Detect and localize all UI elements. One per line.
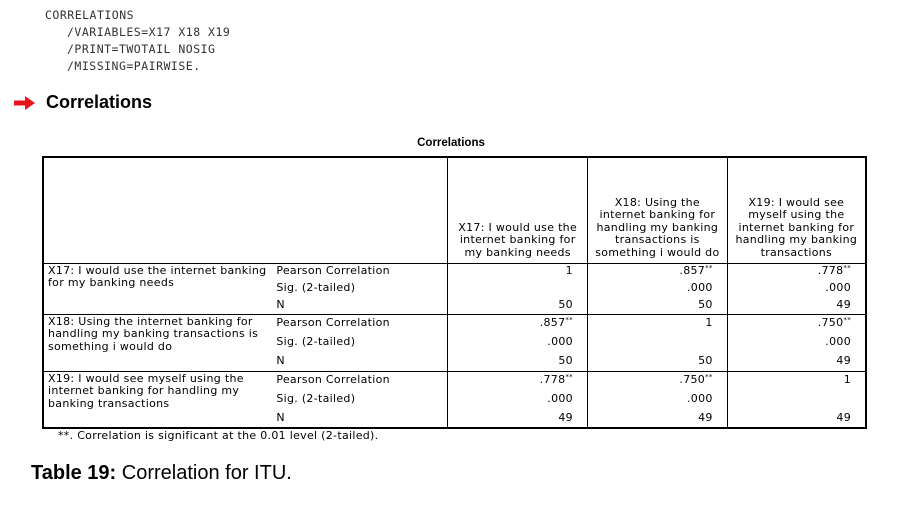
stat-label: Sig. (2-tailed): [276, 281, 356, 295]
table-header-row: [43, 157, 866, 263]
table-footnote: **. Correlation is significant at the 0.01 level (2-tailed).: [58, 429, 379, 442]
syntax-block: [45, 7, 230, 75]
table-cell: .000: [448, 389, 588, 410]
row-label: X19: I would see myself using the internet banking for handling my banking transactions: [43, 371, 272, 428]
syntax-line: /PRINT=TWOTAIL NOSIG: [67, 42, 216, 56]
table-cell: .000: [727, 280, 866, 297]
table-cell: .750**: [727, 314, 866, 332]
row-label: X18: Using the internet banking for handling my banking transactions is something i would do: [43, 314, 272, 371]
table-cell: 1: [587, 314, 727, 332]
table-cell: 49: [448, 410, 588, 428]
table-cell: 50: [587, 353, 727, 371]
syntax-line: /MISSING=PAIRWISE.: [67, 59, 201, 73]
column-header: X18: Using the internet banking for handling my banking transactions is something i would do: [587, 157, 727, 263]
table-cell: [587, 332, 727, 353]
table-cell: .857**: [587, 263, 727, 280]
header-corner: [43, 157, 448, 263]
column-header: X19: I would see myself using the internet banking for handling my banking transactions: [727, 157, 866, 263]
heading-title: Correlations: [46, 92, 153, 112]
table-cell: 1: [727, 371, 866, 389]
stat-label: Sig. (2-tailed): [276, 335, 356, 349]
table-row: [43, 314, 866, 332]
table-cell: .778**: [727, 263, 866, 280]
table-cell: 50: [448, 297, 588, 314]
stat-label: Sig. (2-tailed): [276, 392, 356, 406]
stat-label: Pearson Correlation: [272, 263, 448, 280]
table-cell: 50: [587, 297, 727, 314]
table-cell: .000: [448, 332, 588, 353]
table-cell: 50: [448, 353, 588, 371]
correlations-table: [42, 156, 867, 429]
table-cell: 49: [587, 410, 727, 428]
table-cell: .000: [587, 389, 727, 410]
stat-label: N: [276, 354, 285, 368]
table-title: Correlations: [417, 137, 485, 149]
stat-label: N: [276, 411, 285, 425]
output-heading: [14, 92, 152, 113]
stat-label: Pearson Correlation: [272, 314, 448, 332]
table-cell: 49: [727, 297, 866, 314]
row-label: X17: I would use the internet banking for my banking needs: [43, 263, 272, 314]
table-cell: 1: [448, 263, 588, 280]
red-arrow-icon: [14, 96, 36, 110]
table-cell: 49: [727, 410, 866, 428]
stat-label: N: [276, 297, 285, 311]
table-cell: .750**: [587, 371, 727, 389]
table-row: [43, 371, 866, 389]
syntax-line: CORRELATIONS: [45, 8, 135, 22]
table-cell: .857**: [448, 314, 588, 332]
table-cell: .778**: [448, 371, 588, 389]
table-cell: .000: [587, 280, 727, 297]
table-cell: .000: [727, 332, 866, 353]
stat-label: Pearson Correlation: [272, 371, 448, 389]
syntax-line: /VARIABLES=X17 X18 X19: [67, 25, 231, 39]
table-cell: [448, 280, 588, 297]
table-cell: [727, 389, 866, 410]
table-caption: [31, 462, 292, 485]
table-row: [43, 263, 866, 280]
caption-text: Correlation for ITU.: [116, 462, 292, 484]
table-cell: 49: [727, 353, 866, 371]
column-header: X17: I would use the internet banking for my banking needs: [448, 157, 588, 263]
caption-label: Table 19:: [31, 462, 117, 484]
